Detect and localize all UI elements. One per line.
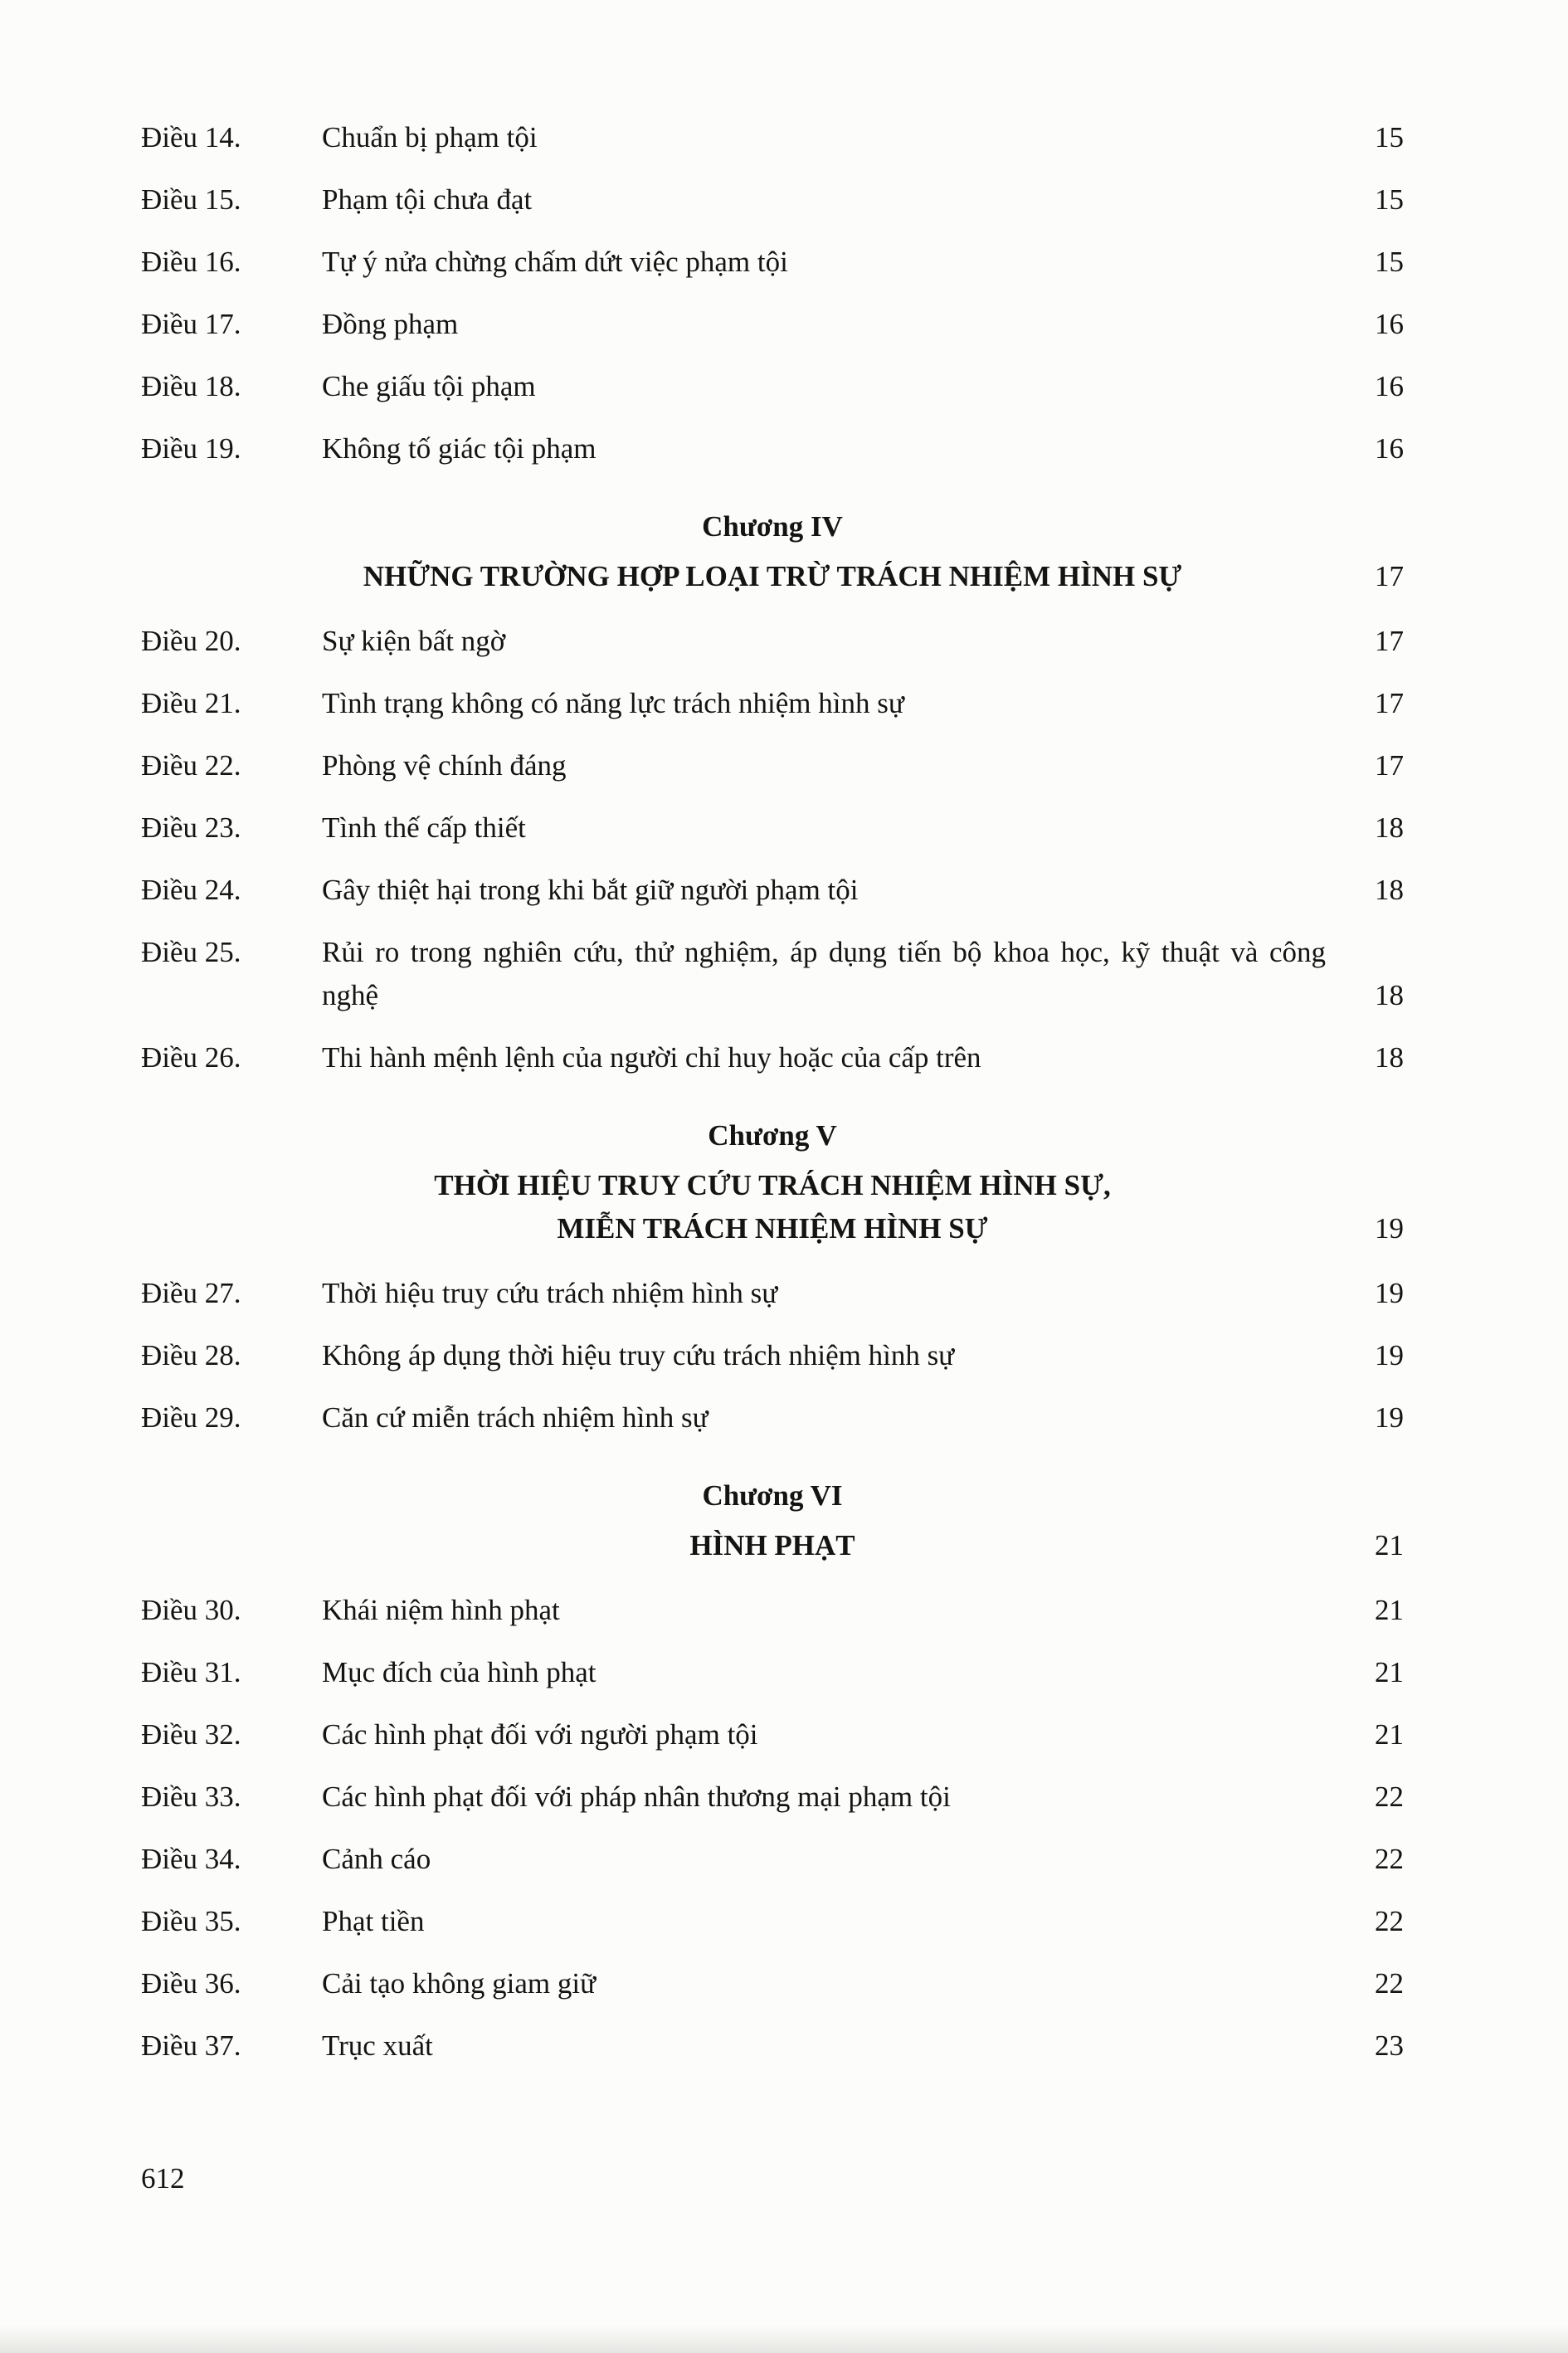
entry-title: Tình trạng không có năng lực trách nhiệm hình sự: [322, 687, 904, 719]
entry-article-label: Điều 28.: [141, 1339, 241, 1371]
chapter-kicker: Chương V: [708, 1119, 837, 1152]
entry-title: Thi hành mệnh lệnh của người chỉ huy hoặc của cấp trên: [322, 1041, 981, 1074]
entry-page-number: 17: [1375, 687, 1404, 719]
entry-title: Các hình phạt đối với pháp nhân thương mại phạm tội: [322, 1781, 951, 1813]
entry-article-label: Điều 37.: [141, 2029, 241, 2062]
entry-title: Che giấu tội phạm: [322, 370, 536, 402]
toc-entry: [141, 682, 1404, 725]
entry-page-number: 19: [1375, 1339, 1404, 1371]
toc-entry: [141, 365, 1404, 408]
chapter-title: [141, 1524, 1404, 1567]
chapter-kicker: Chương VI: [702, 1479, 843, 1512]
chapter-heading: [141, 1114, 1404, 1250]
entry-page-number: 19: [1375, 1277, 1404, 1309]
toc-entry: [141, 427, 1404, 470]
entry-page-number: 21: [1375, 1656, 1404, 1688]
entry-title: Mục đích của hình phạt: [322, 1656, 597, 1688]
entry-title: Không áp dụng thời hiệu truy cứu trách nhiệm hình sự: [322, 1339, 955, 1371]
chapter-heading: [141, 505, 1404, 598]
entry-title: Tình thế cấp thiết: [322, 811, 526, 844]
entry-page-number: 22: [1375, 1781, 1404, 1813]
entry-page-number: 17: [1375, 625, 1404, 657]
entry-title: Các hình phạt đối với người phạm tội: [322, 1718, 758, 1751]
entry-article-label: Điều 36.: [141, 1967, 241, 2000]
entry-page-number: 18: [1375, 979, 1404, 1011]
toc-entry: [141, 1651, 1404, 1694]
entry-title: Rủi ro trong nghiên cứu, thử nghiệm, áp dụng tiến bộ khoa học, kỹ thuật và công nghệ: [322, 936, 1326, 1011]
entry-article-label: Điều 35.: [141, 1905, 241, 1937]
entry-title: Không tố giác tội phạm: [322, 432, 597, 465]
chapter-title-line: HÌNH PHẠT: [689, 1529, 855, 1561]
toc-entry: [141, 178, 1404, 222]
footer-page-number: 612: [141, 2162, 185, 2195]
entry-article-label: Điều 31.: [141, 1656, 241, 1688]
entry-title: Phạm tội chưa đạt: [322, 183, 533, 216]
toc-entry: [141, 241, 1404, 284]
entry-page-number: 18: [1375, 811, 1404, 844]
toc-entry: [141, 1334, 1404, 1377]
toc-list: [141, 116, 1404, 2068]
entry-page-number: 16: [1375, 370, 1404, 402]
toc-entry: [141, 303, 1404, 346]
entry-title: Sự kiện bất ngờ: [322, 625, 506, 657]
entry-title: Thời hiệu truy cứu trách nhiệm hình sự: [322, 1277, 778, 1309]
entry-title: Đồng phạm: [322, 308, 459, 340]
toc-entry: [141, 2024, 1404, 2068]
entry-article-label: Điều 27.: [141, 1277, 241, 1309]
chapter-title-line: MIỄN TRÁCH NHIỆM HÌNH SỰ: [557, 1212, 988, 1245]
entry-page-number: 15: [1375, 183, 1404, 216]
chapter-page-number: 19: [1375, 1212, 1404, 1245]
entry-title: Căn cứ miễn trách nhiệm hình sự: [322, 1401, 709, 1434]
entry-page-number: 17: [1375, 749, 1404, 782]
entry-article-label: Điều 30.: [141, 1594, 241, 1626]
toc-entry: [141, 1776, 1404, 1819]
toc-entry: [141, 1713, 1404, 1756]
chapter-title-line: NHỮNG TRƯỜNG HỢP LOẠI TRỪ TRÁCH NHIỆM HÌNH SỰ: [363, 560, 1182, 592]
entry-article-label: Điều 23.: [141, 811, 241, 844]
entry-title: Trục xuất: [322, 2029, 433, 2062]
entry-page-number: 19: [1375, 1401, 1404, 1434]
toc-entry: [141, 1900, 1404, 1943]
entry-page-number: 22: [1375, 1967, 1404, 2000]
chapter-title-line: THỜI HIỆU TRUY CỨU TRÁCH NHIỆM HÌNH SỰ,: [434, 1169, 1111, 1201]
toc-entry: [141, 1838, 1404, 1881]
entry-page-number: 22: [1375, 1905, 1404, 1937]
toc-entry: [141, 744, 1404, 787]
toc-entry: [141, 1036, 1404, 1079]
entry-article-label: Điều 24.: [141, 874, 241, 906]
entry-article-label: Điều 19.: [141, 432, 241, 465]
entry-article-label: Điều 22.: [141, 749, 241, 782]
toc-entry: [141, 806, 1404, 850]
entry-page-number: 15: [1375, 246, 1404, 278]
entry-page-number: 23: [1375, 2029, 1404, 2062]
entry-article-label: Điều 26.: [141, 1041, 241, 1074]
entry-article-label: Điều 32.: [141, 1718, 241, 1751]
entry-title: Phạt tiền: [322, 1905, 425, 1937]
entry-article-label: Điều 21.: [141, 687, 241, 719]
entry-page-number: 18: [1375, 1041, 1404, 1074]
entry-article-label: Điều 16.: [141, 246, 241, 278]
chapter-title: [141, 1164, 1404, 1250]
entry-page-number: 15: [1375, 121, 1404, 153]
chapter-title: [141, 555, 1404, 598]
toc-entry: [141, 620, 1404, 663]
toc-entry: [141, 1962, 1404, 2005]
entry-article-label: Điều 15.: [141, 183, 241, 216]
entry-page-number: 16: [1375, 432, 1404, 465]
toc-entry: [141, 116, 1404, 159]
chapter-kicker: Chương IV: [702, 510, 843, 543]
entry-page-number: 18: [1375, 874, 1404, 906]
entry-article-label: Điều 33.: [141, 1781, 241, 1813]
entry-title: Cảnh cáo: [322, 1843, 431, 1875]
toc-entry: [141, 1589, 1404, 1632]
entry-article-label: Điều 14.: [141, 121, 241, 153]
entry-page-number: 21: [1375, 1718, 1404, 1751]
entry-title: Khái niệm hình phạt: [322, 1594, 560, 1626]
entry-title: Phòng vệ chính đáng: [322, 749, 567, 782]
toc-entry: [141, 1272, 1404, 1315]
entry-article-label: Điều 29.: [141, 1401, 241, 1434]
entry-article-label: Điều 34.: [141, 1843, 241, 1875]
chapter-heading: [141, 1474, 1404, 1567]
entry-page-number: 21: [1375, 1594, 1404, 1626]
toc-entry: [141, 1396, 1404, 1440]
entry-article-label: Điều 17.: [141, 308, 241, 340]
entry-title: Tự ý nửa chừng chấm dứt việc phạm tội: [322, 246, 788, 278]
entry-title: Gây thiệt hại trong khi bắt giữ người phạm tội: [322, 874, 859, 906]
entry-article-label: Điều 25.: [141, 936, 241, 968]
toc-entry: [141, 931, 1404, 1017]
entry-article-label: Điều 18.: [141, 370, 241, 402]
chapter-page-number: 21: [1375, 1529, 1404, 1561]
entry-title: Chuẩn bị phạm tội: [322, 121, 538, 153]
toc-entry: [141, 869, 1404, 912]
entry-title: Cải tạo không giam giữ: [322, 1967, 597, 2000]
chapter-page-number: 17: [1375, 560, 1404, 592]
entry-page-number: 16: [1375, 308, 1404, 340]
entry-article-label: Điều 20.: [141, 625, 241, 657]
entry-page-number: 22: [1375, 1843, 1404, 1875]
